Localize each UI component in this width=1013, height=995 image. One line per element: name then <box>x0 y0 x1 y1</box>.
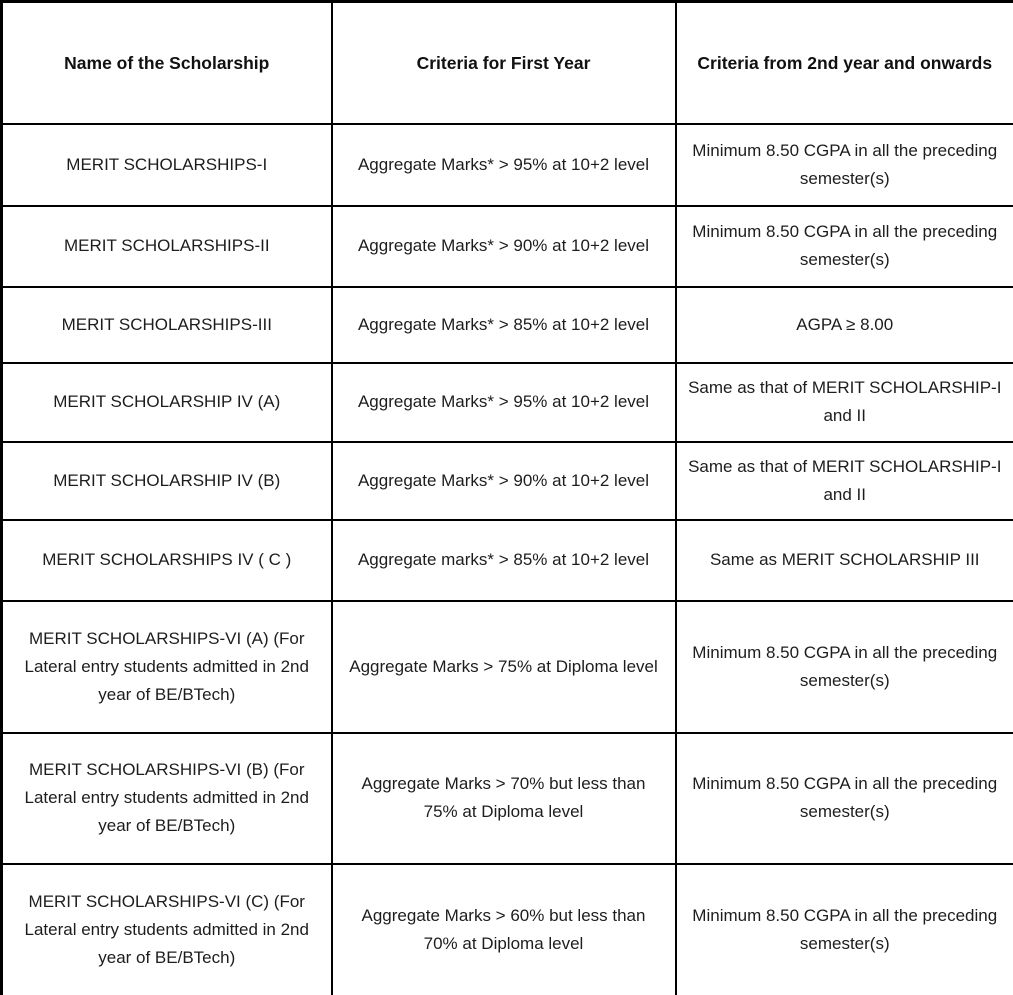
cell-first-year-criteria: Aggregate Marks* > 85% at 10+2 level <box>332 287 676 363</box>
cell-second-year-criteria: Minimum 8.50 CGPA in all the preceding semester(s) <box>676 733 1013 864</box>
table-row <box>2 363 1013 442</box>
header-row <box>2 2 1013 124</box>
column-header-second-year-criteria: Criteria from 2nd year and onwards <box>676 2 1013 124</box>
cell-scholarship-name: MERIT SCHOLARSHIPS-VI (B) (For Lateral entry students admitted in 2nd year of BE/BTech) <box>2 733 332 864</box>
cell-first-year-criteria: Aggregate marks* > 85% at 10+2 level <box>332 520 676 601</box>
cell-second-year-criteria: Same as that of MERIT SCHOLARSHIP-I and II <box>676 442 1013 520</box>
table-row <box>2 442 1013 520</box>
cell-first-year-criteria: Aggregate Marks* > 90% at 10+2 level <box>332 442 676 520</box>
table-header <box>2 2 1013 124</box>
cell-first-year-criteria: Aggregate Marks > 70% but less than 75% at Diploma level <box>332 733 676 864</box>
cell-scholarship-name: MERIT SCHOLARSHIPS-I <box>2 124 332 206</box>
cell-scholarship-name: MERIT SCHOLARSHIP IV (A) <box>2 363 332 442</box>
table-row <box>2 124 1013 206</box>
cell-first-year-criteria: Aggregate Marks > 60% but less than 70% at Diploma level <box>332 864 676 995</box>
cell-scholarship-name: MERIT SCHOLARSHIPS-III <box>2 287 332 363</box>
cell-scholarship-name: MERIT SCHOLARSHIPS-II <box>2 206 332 287</box>
cell-second-year-criteria: Same as that of MERIT SCHOLARSHIP-I and II <box>676 363 1013 442</box>
cell-scholarship-name: MERIT SCHOLARSHIPS-VI (C) (For Lateral entry students admitted in 2nd year of BE/BTech) <box>2 864 332 995</box>
cell-second-year-criteria: AGPA ≥ 8.00 <box>676 287 1013 363</box>
cell-first-year-criteria: Aggregate Marks* > 90% at 10+2 level <box>332 206 676 287</box>
table-row <box>2 287 1013 363</box>
cell-second-year-criteria: Minimum 8.50 CGPA in all the preceding semester(s) <box>676 124 1013 206</box>
table-row <box>2 733 1013 864</box>
column-header-first-year-criteria: Criteria for First Year <box>332 2 676 124</box>
cell-scholarship-name: MERIT SCHOLARSHIPS-VI (A) (For Lateral entry students admitted in 2nd year of BE/BTech) <box>2 601 332 733</box>
cell-second-year-criteria: Minimum 8.50 CGPA in all the preceding semester(s) <box>676 206 1013 287</box>
cell-first-year-criteria: Aggregate Marks > 75% at Diploma level <box>332 601 676 733</box>
table-body <box>2 124 1013 995</box>
column-header-scholarship-name: Name of the Scholarship <box>2 2 332 124</box>
cell-first-year-criteria: Aggregate Marks* > 95% at 10+2 level <box>332 124 676 206</box>
table-row <box>2 601 1013 733</box>
table-row <box>2 520 1013 601</box>
table-row <box>2 206 1013 287</box>
table-row <box>2 864 1013 995</box>
cell-scholarship-name: MERIT SCHOLARSHIPS IV ( C ) <box>2 520 332 601</box>
cell-second-year-criteria: Same as MERIT SCHOLARSHIP III <box>676 520 1013 601</box>
cell-second-year-criteria: Minimum 8.50 CGPA in all the preceding semester(s) <box>676 864 1013 995</box>
cell-second-year-criteria: Minimum 8.50 CGPA in all the preceding semester(s) <box>676 601 1013 733</box>
cell-scholarship-name: MERIT SCHOLARSHIP IV (B) <box>2 442 332 520</box>
cell-first-year-criteria: Aggregate Marks* > 95% at 10+2 level <box>332 363 676 442</box>
